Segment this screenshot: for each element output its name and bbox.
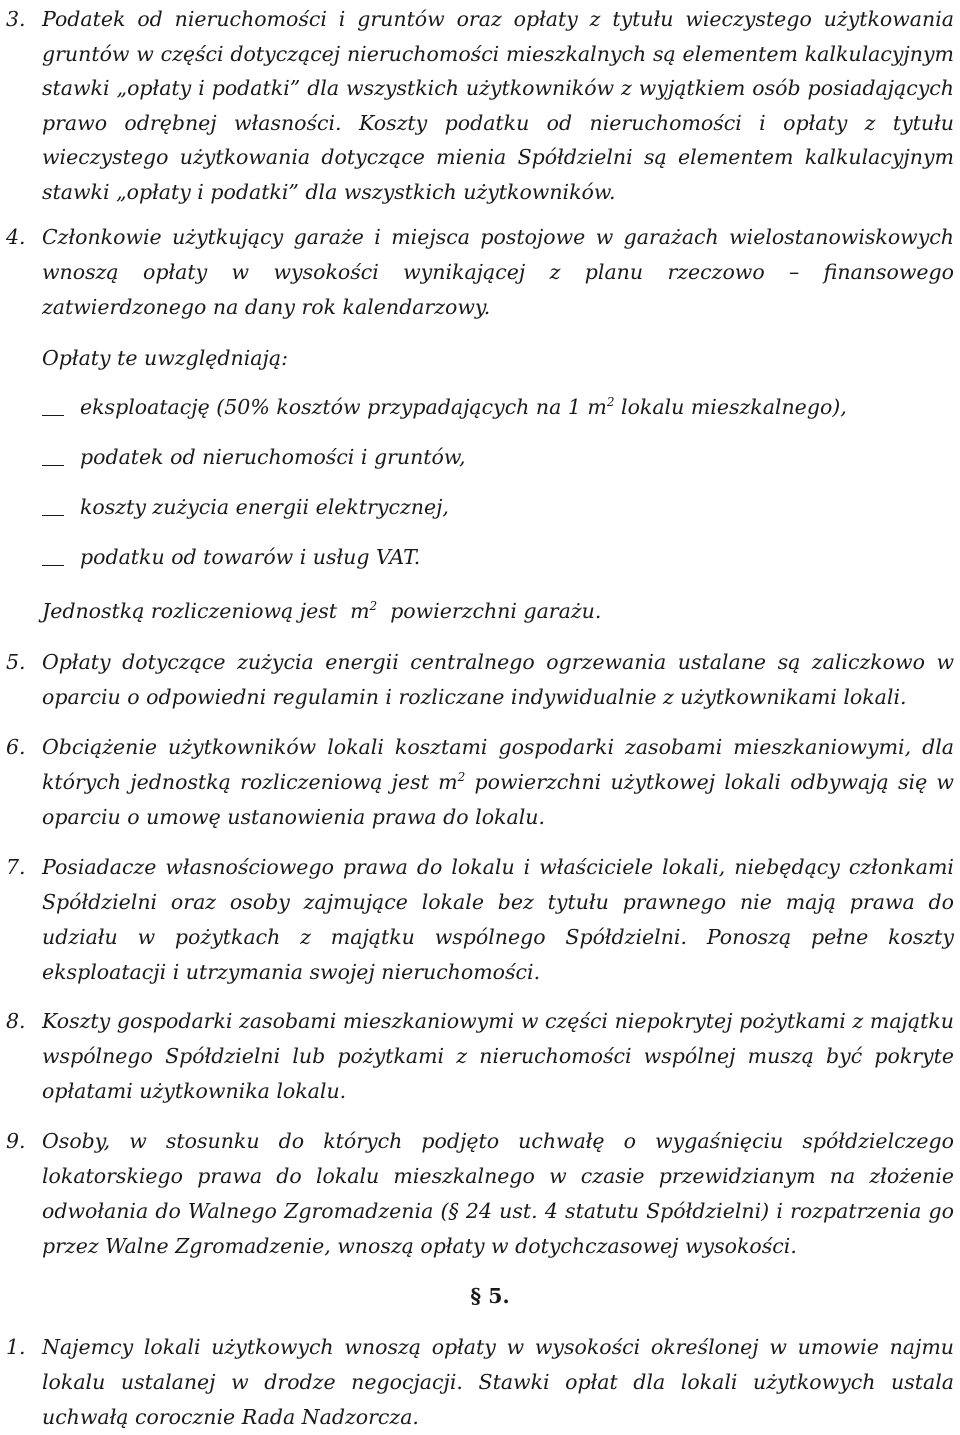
- paragraph-text: Obciążenie użytkowników lokali kosztami gospodarki zasobami mieszkaniowymi, dla których jednostką rozliczeniową jest $m^2$ powierzchni użytkowej lokali odbywają się w oparciu o umowę ustanowienia prawa do lokalu.: [42, 735, 954, 829]
- paragraph-number: 3.: [6, 7, 26, 31]
- paragraph-text: Opłaty dotyczące zużycia energii centralnego ogrzewania ustalane są zaliczkowo w oparciu o odpowiedni regulamin i rozliczane indywidualnie z użytkownikami lokali.: [42, 650, 954, 709]
- paragraph-number: 4.: [6, 225, 26, 249]
- paragraph-number: 8.: [6, 1009, 26, 1033]
- paragraph-number: 1.: [6, 1335, 26, 1359]
- section-heading: § 5.: [470, 1284, 510, 1308]
- list-item: podatku od towarów i usług VAT.: [42, 540, 922, 590]
- paragraph-text: Posiadacze własnościowego prawa do lokalu i właściciele lokali, niebędący członkami Spółdzielni oraz osoby zajmujące lokale bez tytułu prawnego nie mają prawa do udziału w pożytkach z majątku wspólnego Spółdzielni. Ponoszą pełne koszty eksploatacji i utrzymania swojej nieruchomości.: [42, 855, 954, 984]
- paragraph-number: 5.: [6, 650, 26, 674]
- paragraph-5: [0, 645, 960, 715]
- paragraph-text: Członkowie użytkujący garaże i miejsca postojowe w garażach wielostanowiskowych wnoszą opłaty w wysokości wynikającej z planu rzeczowo – finansowego zatwierdzonego na dany rok kalendarzowy.: [42, 225, 954, 319]
- paragraph-text: Najemcy lokali użytkowych wnoszą opłaty w wysokości określonej w umowie najmu lokalu ustalanej w drodze negocjacji. Stawki opłat dla lokali użytkowych ustala uchwałą corocznie Rada Nadzorcza.: [42, 1335, 954, 1429]
- section-5-paragraph-1: [0, 1330, 960, 1435]
- list-item: koszty zużycia energii elektrycznej,: [42, 490, 922, 540]
- paragraph-text: Osoby, w stosunku do których podjęto uchwałę o wygaśnięciu spółdzielczego lokatorskiego prawa do lokalu mieszkalnego w czasie przewidzianym na złożenie odwołania do Walnego Zgromadzenia (§ 24 ust. 4 statutu Spółdzielni) i rozpatrzenia go przez Walne Zgromadzenie, wnoszą opłaty w dotychczasowej wysokości.: [42, 1129, 954, 1258]
- paragraph-3: [0, 2, 960, 209]
- paragraph-number: 7.: [6, 855, 26, 879]
- list-item: eksploatację (50% kosztów przypadających na 1 $m^2$ lokalu mieszkalnego),: [42, 390, 922, 440]
- paragraph-4-unit: Jednostką rozliczeniową jest $m^2$ powierzchni garażu.: [42, 599, 602, 623]
- paragraph-4-intro: Opłaty te uwzględniają:: [42, 346, 288, 370]
- list-item: podatek od nieruchomości i gruntów,: [42, 440, 922, 490]
- paragraph-text: Podatek od nieruchomości i gruntów oraz opłaty z tytułu wieczystego użytkowania gruntów w części dotyczącej nieruchomości mieszkalnych są elementem kalkulacyjnym stawki „opłaty i podatki” dla wszystkich użytkowników z wyjątkiem osób posiadających prawo odrębnej własności. Koszty podatku od nieruchomości i opłaty z tytułu wieczystego użytkowania dotyczące mienia Spółdzielni są elementem kalkulacyjnym stawki „opłaty i podatki” dla wszystkich użytkowników.: [42, 7, 954, 204]
- paragraph-4: [0, 220, 960, 325]
- paragraph-number: 9.: [6, 1129, 26, 1153]
- paragraph-number: 6.: [6, 735, 26, 759]
- paragraph-6: [0, 730, 960, 835]
- paragraph-text: Koszty gospodarki zasobami mieszkaniowymi w części niepokrytej pożytkami z majątku wspólnego Spółdzielni lub pożytkami z nieruchomości wspólnej muszą być pokryte opłatami użytkownika lokalu.: [42, 1009, 954, 1103]
- paragraph-8: [0, 1004, 960, 1109]
- paragraph-7: [0, 850, 960, 990]
- fee-components-list: [42, 390, 922, 590]
- paragraph-9: [0, 1124, 960, 1264]
